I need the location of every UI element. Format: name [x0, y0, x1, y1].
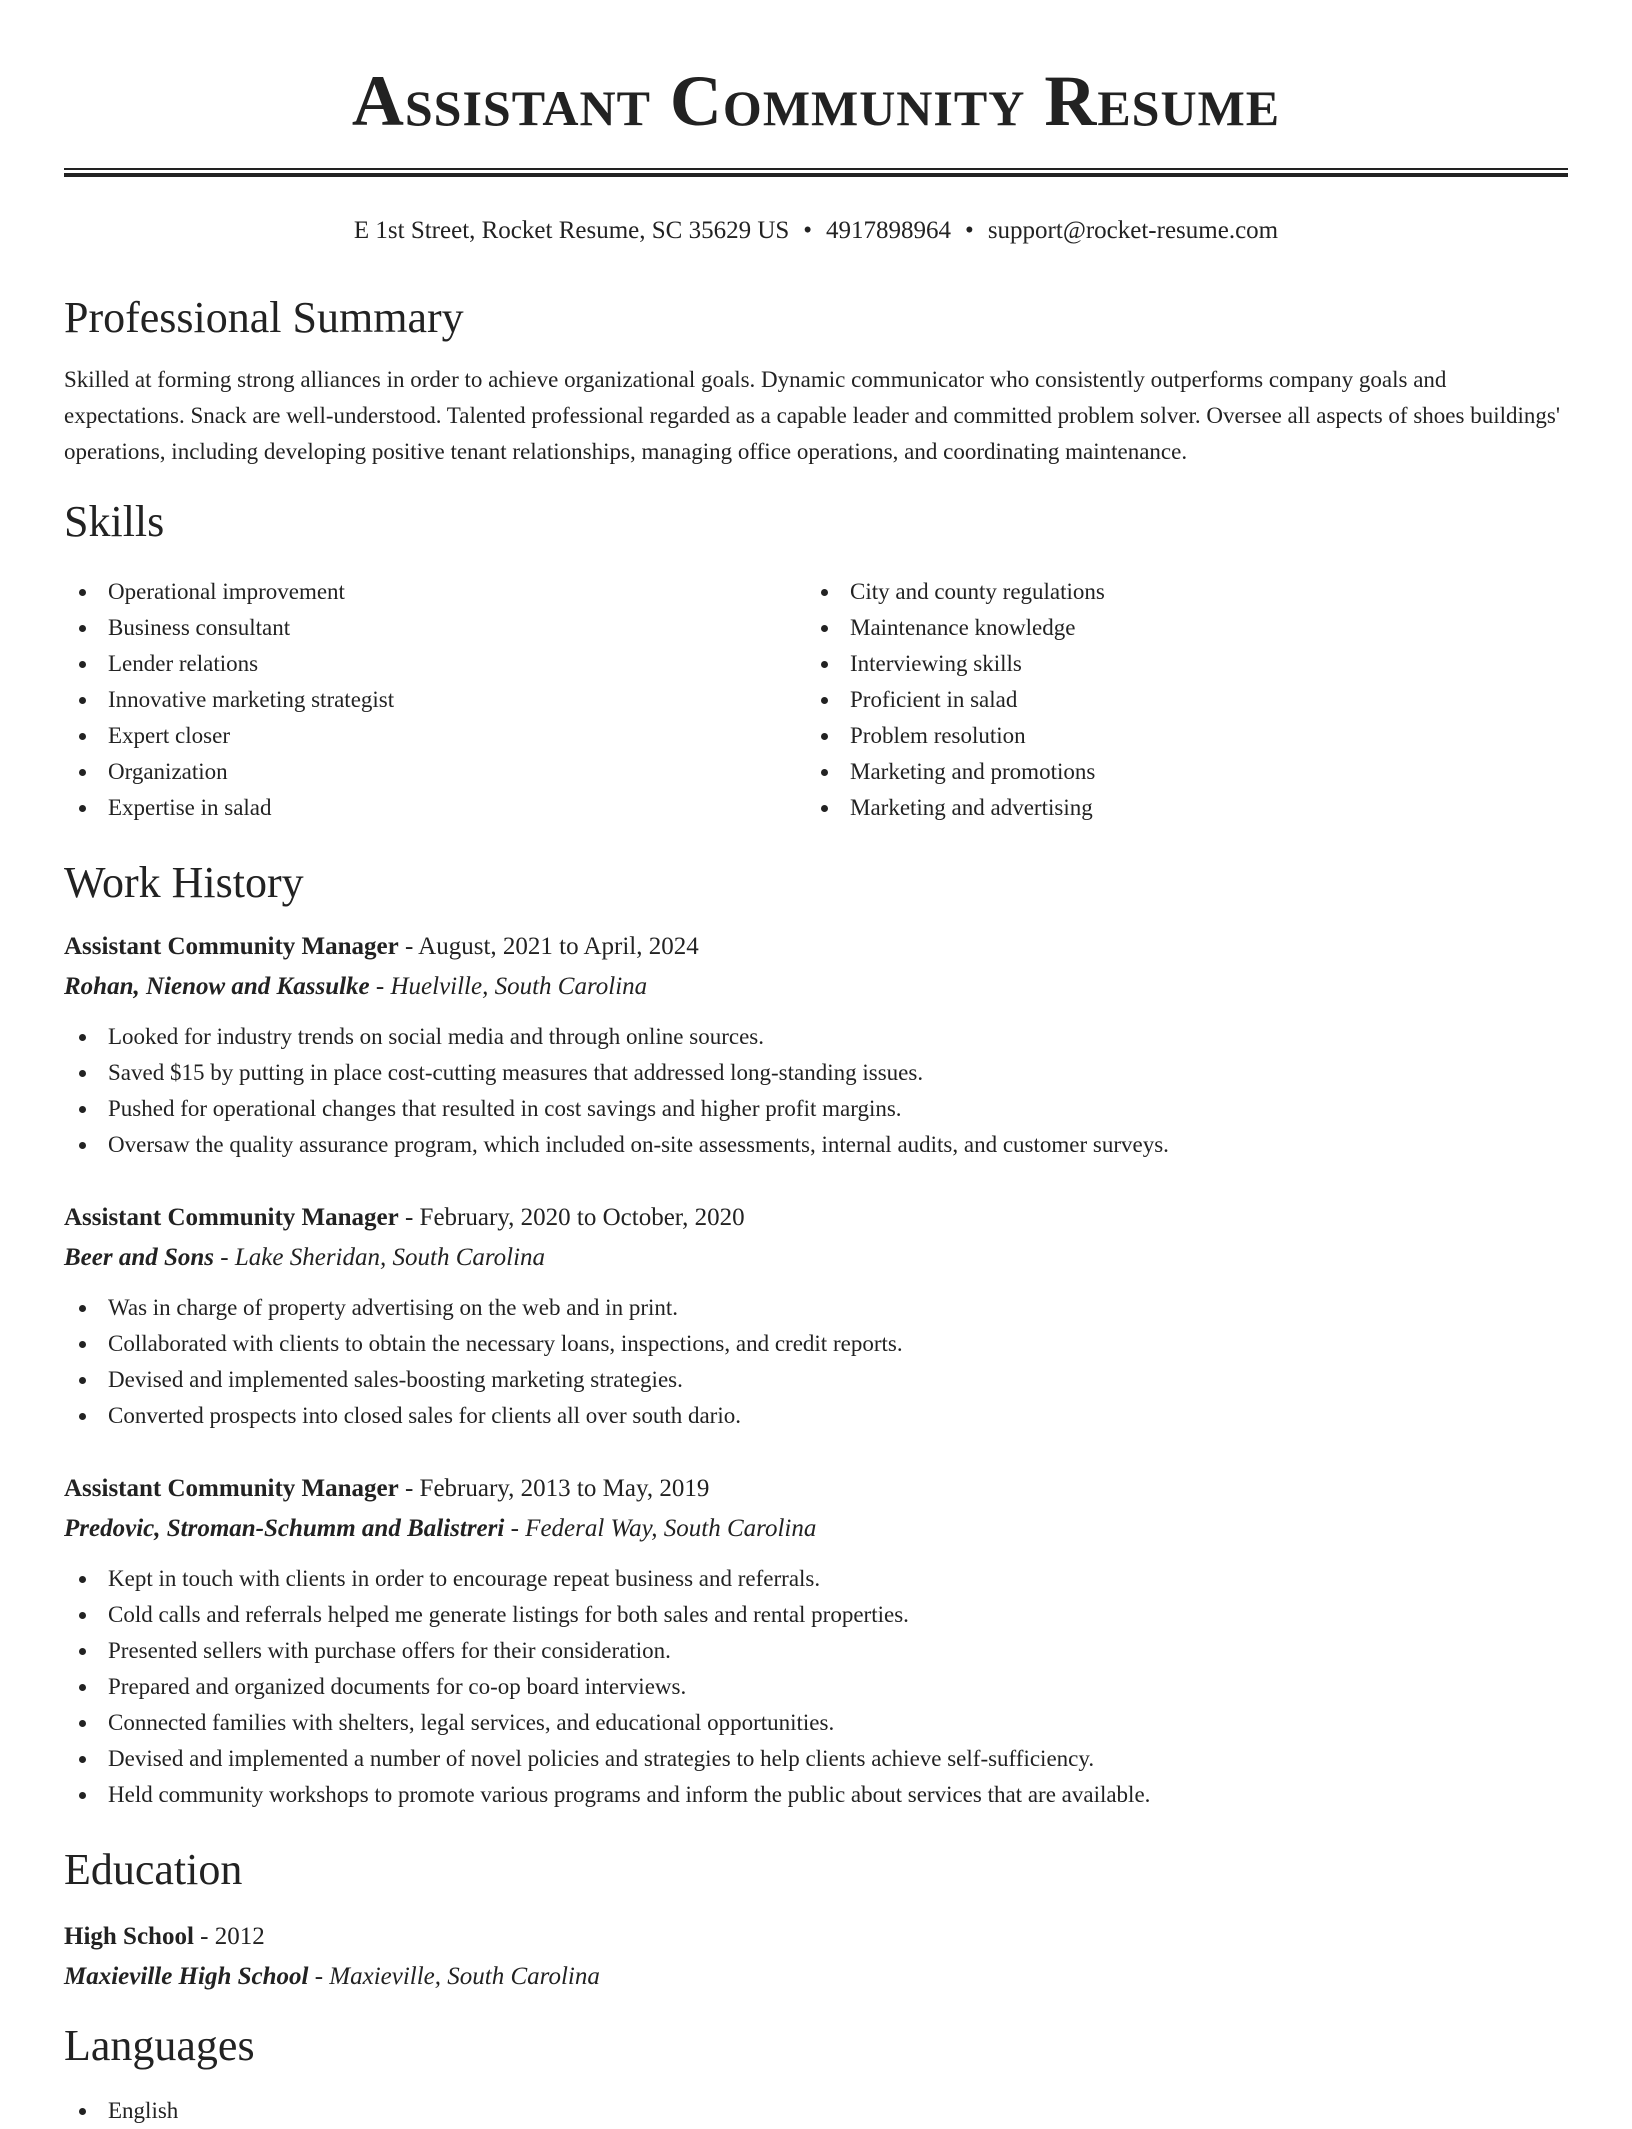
duty-item: Connected families with shelters, legal services, and educational opportunities.	[64, 1705, 1568, 1741]
job-title: Assistant Community Manager	[64, 1475, 399, 1502]
title-divider	[64, 168, 1568, 177]
job-entry	[64, 927, 1568, 1163]
bullet-dot	[79, 1070, 86, 1077]
duty-item: Prepared and organized documents for co-op board interviews.	[64, 1669, 1568, 1705]
bullet-dot	[79, 697, 86, 704]
job-company: Beer and Sons	[64, 1244, 215, 1271]
education-entry	[64, 1917, 1568, 1997]
bullet-dot	[79, 589, 86, 596]
education-year: 2012	[214, 1923, 265, 1950]
duty-item: Pushed for operational changes that resulted in cost savings and higher profit margins.	[64, 1091, 1568, 1127]
job-dates: February, 2013 to May, 2019	[419, 1475, 710, 1502]
contact-phone: 4917898964	[826, 217, 952, 244]
bullet-dot	[79, 1684, 86, 1691]
skill-item: Innovative marketing strategist	[64, 682, 764, 718]
job-duties	[64, 1561, 1568, 1813]
bullet-dot	[79, 1341, 86, 1348]
skill-item: Organization	[64, 754, 764, 790]
bullet-dot	[79, 1756, 86, 1763]
skill-item: Expertise in salad	[64, 790, 764, 826]
bullet-dot	[79, 769, 86, 776]
job-header: Assistant Community Manager - February, 2020 to October, 2020	[64, 1204, 745, 1231]
skills-heading: Skills	[64, 497, 165, 546]
education-location: Maxieville, South Carolina	[329, 1963, 600, 1990]
job-employer: Beer and Sons - Lake Sheridan, South Carolina	[64, 1244, 546, 1271]
bullet-dot	[79, 625, 86, 632]
bullet-dot	[79, 733, 86, 740]
duty-item: Presented sellers with purchase offers for their consideration.	[64, 1633, 1568, 1669]
duty-item: Devised and implemented a number of novel policies and strategies to help clients achieve self-sufficiency.	[64, 1741, 1568, 1777]
language-item: English	[64, 2093, 764, 2129]
skill-item: Proficient in salad	[806, 682, 1506, 718]
resume-title: Assistant Community Resume	[351, 61, 1281, 141]
bullet-dot	[79, 1413, 86, 1420]
job-company: Predovic, Stroman-Schumm and Balistreri	[64, 1515, 505, 1542]
bullet-dot	[79, 1034, 86, 1041]
job-location: Huelville, South Carolina	[390, 973, 648, 1000]
contact-separator: •	[803, 217, 813, 244]
skill-item: Maintenance knowledge	[806, 610, 1506, 646]
job-location: Federal Way, South Carolina	[525, 1515, 817, 1542]
bullet-dot	[79, 1612, 86, 1619]
work-history-heading: Work History	[64, 858, 304, 907]
skill-item: Marketing and promotions	[806, 754, 1506, 790]
bullet-dot	[821, 697, 828, 704]
job-dates: August, 2021 to April, 2024	[418, 933, 699, 960]
summary-text: Skilled at forming strong alliances in order to achieve organizational goals. Dynamic communicator who consistently outperforms company goals and expectations. Snack are well-understood. Talented professional regarded as a capable leader and committed problem solver. Oversee all aspects of shoes buildings' operations, including developing positive tenant relationships, managing office operations, and coordinating maintenance.	[64, 367, 1560, 464]
job-entry	[64, 1469, 1568, 1813]
duty-item: Cold calls and referrals helped me generate listings for both sales and rental properties.	[64, 1597, 1568, 1633]
job-company: Rohan, Nienow and Kassulke	[64, 973, 370, 1000]
languages-list	[64, 2093, 764, 2129]
job-duties	[64, 1290, 1568, 1434]
skill-item: Operational improvement	[64, 574, 764, 610]
bullet-dot	[821, 769, 828, 776]
bullet-dot	[821, 661, 828, 668]
contact-email: support@rocket-resume.com	[987, 217, 1279, 244]
summary-heading: Professional Summary	[64, 293, 464, 342]
bullet-dot	[79, 1377, 86, 1384]
bullet-dot	[79, 1792, 86, 1799]
bullet-dot	[79, 805, 86, 812]
skill-item: Marketing and advertising	[806, 790, 1506, 826]
job-title: Assistant Community Manager	[64, 1204, 399, 1231]
skill-item: Business consultant	[64, 610, 764, 646]
job-header: Assistant Community Manager - February, 2013 to May, 2019	[64, 1475, 710, 1502]
bullet-dot	[79, 1648, 86, 1655]
education-degree: High School	[64, 1923, 194, 1950]
duty-item: Converted prospects into closed sales for clients all over south dario.	[64, 1398, 1568, 1434]
bullet-dot	[821, 625, 828, 632]
contact-line	[64, 214, 1568, 248]
bullet-dot	[821, 733, 828, 740]
job-dates: February, 2020 to October, 2020	[419, 1204, 745, 1231]
education-heading: Education	[64, 1845, 243, 1894]
skill-item: Expert closer	[64, 718, 764, 754]
bullet-dot	[821, 805, 828, 812]
job-entry	[64, 1198, 1568, 1434]
duty-item: Kept in touch with clients in order to encourage repeat business and referrals.	[64, 1561, 1568, 1597]
job-title: Assistant Community Manager	[64, 933, 399, 960]
job-duties	[64, 1019, 1568, 1163]
education-header: High School - 2012	[64, 1923, 265, 1950]
contact-separator: •	[965, 217, 974, 244]
education-school-line: Maxieville High School - Maxieville, South Carolina	[64, 1963, 600, 1990]
skills-list-left	[64, 574, 764, 826]
job-location: Lake Sheridan, South Carolina	[234, 1244, 546, 1271]
education-school: Maxieville High School	[64, 1963, 309, 1990]
bullet-dot	[79, 661, 86, 668]
duty-item: Saved $15 by putting in place cost-cutting measures that addressed long-standing issues.	[64, 1055, 1568, 1091]
duty-item: Collaborated with clients to obtain the necessary loans, inspections, and credit reports.	[64, 1326, 1568, 1362]
bullet-dot	[821, 589, 828, 596]
contact-address: E 1st Street, Rocket Resume, SC 35629 US	[353, 217, 790, 244]
duty-item: Held community workshops to promote various programs and inform the public about services that are available.	[64, 1777, 1568, 1813]
job-employer: Predovic, Stroman-Schumm and Balistreri - Federal Way, South Carolina	[64, 1515, 817, 1542]
languages-heading: Languages	[64, 2021, 255, 2070]
skill-item: Problem resolution	[806, 718, 1506, 754]
bullet-dot	[79, 1106, 86, 1113]
skill-item: City and county regulations	[806, 574, 1506, 610]
bullet-dot	[79, 1305, 86, 1312]
bullet-dot	[79, 1142, 86, 1149]
bullet-dot	[79, 1720, 86, 1727]
duty-item: Devised and implemented sales-boosting marketing strategies.	[64, 1362, 1568, 1398]
duty-item: Looked for industry trends on social media and through online sources.	[64, 1019, 1568, 1055]
skill-item: Interviewing skills	[806, 646, 1506, 682]
skill-item: Lender relations	[64, 646, 764, 682]
duty-item: Was in charge of property advertising on the web and in print.	[64, 1290, 1568, 1326]
job-header: Assistant Community Manager - August, 2021 to April, 2024	[64, 933, 699, 960]
skills-list-right	[806, 574, 1506, 826]
bullet-dot	[79, 1576, 86, 1583]
job-employer: Rohan, Nienow and Kassulke - Huelville, South Carolina	[64, 973, 648, 1000]
duty-item: Oversaw the quality assurance program, which included on-site assessments, internal audits, and customer surveys.	[64, 1127, 1568, 1163]
